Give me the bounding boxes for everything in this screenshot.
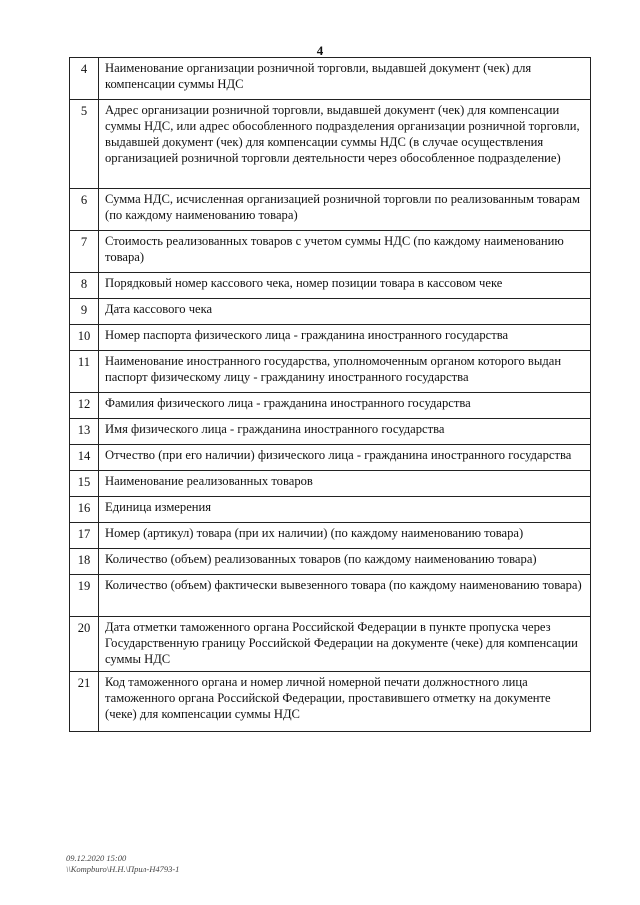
row-number: 6 [70, 189, 99, 231]
row-description: Сумма НДС, исчисленная организацией розничной торговли по реализованным товарам (по каждому наименованию товара) [99, 189, 591, 231]
footer-timestamp: 09.12.2020 15:00 [66, 853, 127, 863]
table-row [70, 273, 591, 299]
row-description: Фамилия физического лица - гражданина иностранного государства [99, 393, 591, 419]
table-row [70, 523, 591, 549]
row-number: 10 [70, 325, 99, 351]
row-number: 14 [70, 445, 99, 471]
row-description: Номер паспорта физического лица - гражданина иностранного государства [99, 325, 591, 351]
row-number: 7 [70, 231, 99, 273]
table-row [70, 325, 591, 351]
row-description: Единица измерения [99, 497, 591, 523]
table-row [70, 419, 591, 445]
row-number: 16 [70, 497, 99, 523]
row-description: Порядковый номер кассового чека, номер позиции товара в кассовом чеке [99, 273, 591, 299]
row-description: Количество (объем) реализованных товаров (по каждому наименованию товара) [99, 549, 591, 575]
row-description: Количество (объем) фактически вывезенного товара (по каждому наименованию товара) [99, 575, 591, 617]
row-number: 8 [70, 273, 99, 299]
table-row [70, 617, 591, 672]
row-number: 12 [70, 393, 99, 419]
row-description: Наименование реализованных товаров [99, 471, 591, 497]
row-number: 5 [70, 100, 99, 189]
row-description: Имя физического лица - гражданина иностранного государства [99, 419, 591, 445]
fields-table [69, 57, 591, 732]
row-description: Номер (артикул) товара (при их наличии) (по каждому наименованию товара) [99, 523, 591, 549]
table-row [70, 672, 591, 732]
row-number: 11 [70, 351, 99, 393]
page-number: 4 [316, 43, 324, 58]
row-number: 18 [70, 549, 99, 575]
row-number: 20 [70, 617, 99, 672]
table-row [70, 58, 591, 100]
table-row [70, 549, 591, 575]
row-description: Отчество (при его наличии) физического лица - гражданина иностранного государства [99, 445, 591, 471]
table-row [70, 445, 591, 471]
footer-file-path: \\Kompburo\Н.Н.\Прил-Н4793-1 [66, 864, 180, 874]
row-description: Стоимость реализованных товаров с учетом суммы НДС (по каждому наименованию товара) [99, 231, 591, 273]
table-row [70, 393, 591, 419]
row-description: Наименование организации розничной торговли, выдавшей документ (чек) для компенсации суммы НДС [99, 58, 591, 100]
row-number: 21 [70, 672, 99, 732]
row-number: 4 [70, 58, 99, 100]
row-number: 19 [70, 575, 99, 617]
row-number: 17 [70, 523, 99, 549]
document-footer [66, 853, 179, 875]
row-description: Дата кассового чека [99, 299, 591, 325]
row-description: Код таможенного органа и номер личной номерной печати должностного лица таможенного органа Российской Федерации, проставившего отметку на документе (чеке) для компенсации суммы НДС [99, 672, 591, 732]
row-description: Дата отметки таможенного органа Российской Федерации в пункте пропуска через Государственную границу Российской Федерации на документе (чеке) для компенсации суммы НДС [99, 617, 591, 672]
table-row [70, 471, 591, 497]
row-number: 13 [70, 419, 99, 445]
row-number: 9 [70, 299, 99, 325]
row-description: Адрес организации розничной торговли, выдавшей документ (чек) для компенсации суммы НДС, или адрес обособленного подразделения организации розничной торговли, выдавшей документ (чек) для компенсации суммы НДС (в случае осуществления организацией розничной торговли деятельности через обособленное подразделение) [99, 100, 591, 189]
table-row [70, 351, 591, 393]
row-number: 15 [70, 471, 99, 497]
table-row [70, 100, 591, 189]
row-description: Наименование иностранного государства, уполномоченным органом которого выдан паспорт физическому лицу - гражданину иностранного государства [99, 351, 591, 393]
table-row [70, 575, 591, 617]
table-row [70, 189, 591, 231]
table-row [70, 497, 591, 523]
table-row [70, 231, 591, 273]
table-row [70, 299, 591, 325]
